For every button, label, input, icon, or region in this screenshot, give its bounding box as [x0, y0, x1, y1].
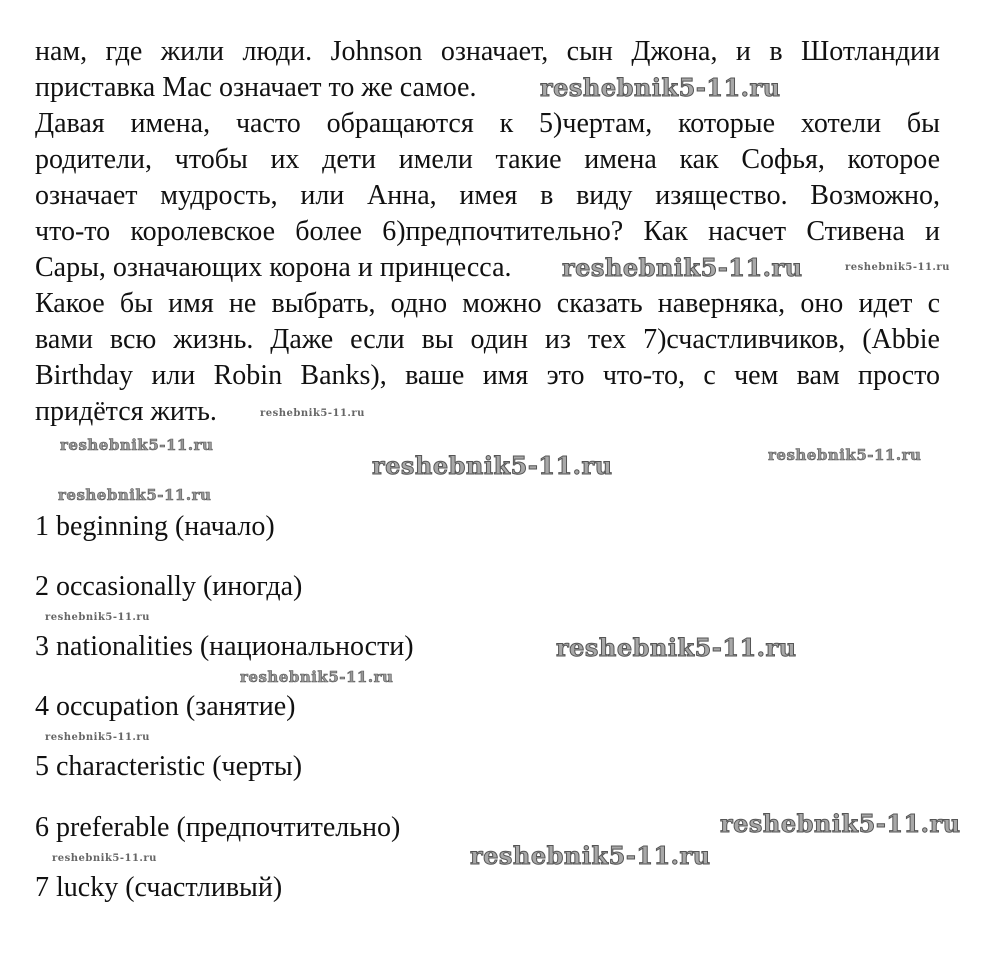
answer-item: 6 preferable (предпочтительно): [35, 812, 401, 843]
text-line: вами всю жизнь. Даже если вы один из тех 7)счастливчиков, (Abbie: [35, 324, 940, 355]
watermark: reshebnik5-11.ru: [60, 436, 214, 454]
watermark: reshebnik5-11.ru: [372, 451, 613, 480]
watermark: reshebnik5-11.ru: [768, 446, 922, 464]
watermark: reshebnik5-11.ru: [470, 841, 711, 870]
text-line: что-то королевское более 6)предпочтительно? Как насчет Стивена и: [35, 216, 940, 247]
text-line: Birthday или Robin Banks), ваше имя это что-то, с чем вам просто: [35, 360, 940, 391]
text-line: родители, чтобы их дети имели такие имена как Софья, которое: [35, 144, 940, 175]
answer-item: 1 beginning (начало): [35, 511, 275, 542]
watermark: reshebnik5-11.ru: [845, 262, 950, 273]
text-line: Сары, означающих корона и принцесса.: [35, 252, 512, 283]
watermark: reshebnik5-11.ru: [556, 633, 797, 662]
answer-item: 5 characteristic (черты): [35, 751, 303, 782]
watermark: reshebnik5-11.ru: [45, 612, 150, 623]
text-line: придётся жить.: [35, 396, 217, 427]
answer-item: 2 occasionally (иногда): [35, 571, 303, 602]
watermark: reshebnik5-11.ru: [562, 253, 803, 282]
answer-item: 7 lucky (счастливый): [35, 872, 283, 903]
watermark: reshebnik5-11.ru: [260, 408, 365, 419]
watermark: reshebnik5-11.ru: [240, 668, 394, 686]
text-line: Давая имена, часто обращаются к 5)чертам, которые хотели бы: [35, 108, 940, 139]
answer-item: 4 occupation (занятие): [35, 691, 296, 722]
text-line: нам, где жили люди. Johnson означает, сын Джона, и в Шотландии: [35, 36, 940, 67]
watermark: reshebnik5-11.ru: [52, 853, 157, 864]
watermark: reshebnik5-11.ru: [58, 486, 212, 504]
text-line: приставка Mac означает то же самое.: [35, 72, 477, 103]
watermark: reshebnik5-11.ru: [45, 732, 150, 743]
watermark: reshebnik5-11.ru: [720, 809, 961, 838]
answer-item: 3 nationalities (национальности): [35, 631, 414, 662]
text-line: Какое бы имя не выбрать, одно можно сказать наверняка, оно идет с: [35, 288, 940, 319]
watermark: reshebnik5-11.ru: [540, 73, 781, 102]
text-line: означает мудрость, или Анна, имея в виду изящество. Возможно,: [35, 180, 940, 211]
